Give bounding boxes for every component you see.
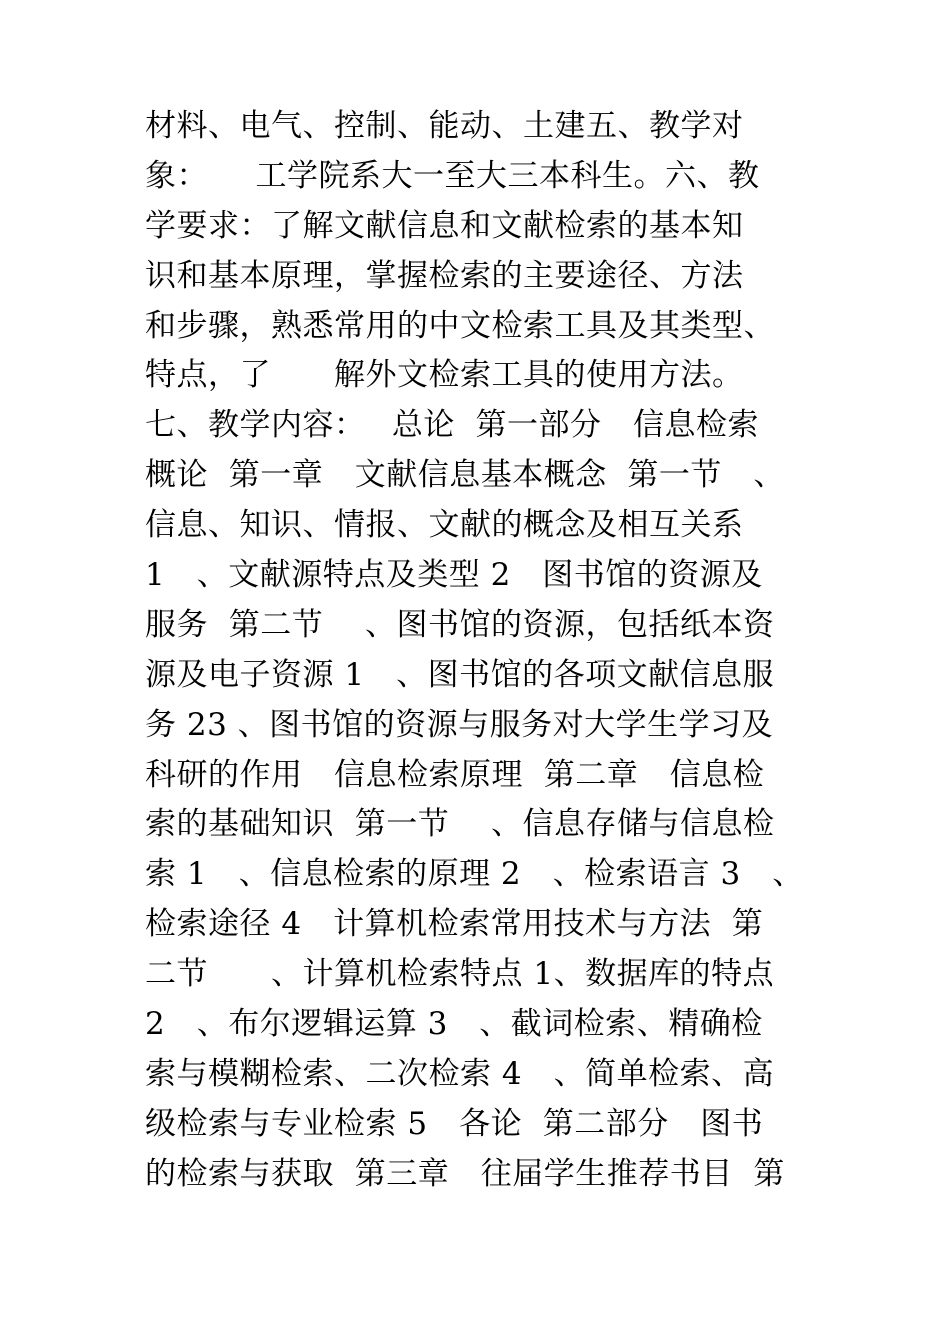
text-line: [145, 800, 845, 850]
text-line-content: 服务 第二节 、图书馆的资源，包括纸本资: [145, 606, 775, 643]
text-line: [145, 900, 845, 950]
text-line-content: 特点，了 解外文检索工具的使用方法。: [145, 357, 744, 394]
text-line-content: 的检索与获取 第三章 往届学生推荐书目 第: [145, 1155, 785, 1192]
text-line: [145, 302, 845, 352]
text-line: [145, 1150, 845, 1200]
text-line: [145, 1050, 845, 1100]
text-line-content: 级检索与专业检索 5 各论 第二部分 图书: [145, 1105, 764, 1142]
text-line-content: 2 、布尔逻辑运算 3 、截词检索、精确检: [145, 1006, 763, 1043]
text-line: [145, 601, 845, 651]
text-line: [145, 551, 845, 601]
text-line: [145, 1000, 845, 1050]
text-line-content: 索 1 、信息检索的原理 2 、检索语言 3 、: [145, 856, 804, 893]
text-line: [145, 401, 845, 451]
text-line: [145, 451, 845, 501]
text-line-content: 索的基础知识 第一节 、信息存储与信息检: [145, 806, 775, 843]
text-line: [145, 1100, 845, 1150]
text-line: [145, 102, 845, 152]
text-line-content: 七、教学内容： 总论 第一部分 信息检索: [145, 407, 760, 444]
text-line-content: 识和基本原理，掌握检索的主要途径、方法: [145, 257, 744, 294]
text-line-content: 1 、文献源特点及类型 2 图书馆的资源及: [145, 557, 763, 594]
text-line: [145, 850, 845, 900]
text-line: [145, 950, 845, 1000]
text-line-content: 学要求：了解文献信息和文献检索的基本知: [145, 207, 744, 244]
text-line: [145, 751, 845, 801]
text-line-content: 科研的作用 信息检索原理 第二章 信息检: [145, 756, 765, 793]
text-line-content: 源及电子资源 1 、图书馆的各项文献信息服: [145, 656, 775, 693]
text-line-content: 材料、电气、控制、能动、土建五、教学对: [145, 108, 744, 144]
text-line-content: 索与模糊检索、二次检索 4 、简单检索、高: [145, 1055, 775, 1092]
text-line-content: 和步骤，熟悉常用的中文检索工具及其类型、: [145, 307, 775, 344]
text-line: [145, 701, 845, 751]
body-text: [145, 102, 845, 1200]
text-line: [145, 651, 845, 701]
text-line: [145, 252, 845, 302]
text-line: [145, 351, 845, 401]
text-line-content: 务 23 、图书馆的资源与服务对大学生学习及: [145, 706, 774, 743]
text-line: [145, 152, 845, 202]
text-line-content: 概论 第一章 文献信息基本概念 第一节 、: [145, 457, 785, 494]
text-line-content: 检索途径 4 计算机检索常用技术与方法 第: [145, 906, 764, 943]
text-line: [145, 501, 845, 551]
text-line-content: 象： 工学院系大一至大三本科生。六、教: [145, 157, 760, 194]
text-line-content: 信息、知识、情报、文献的概念及相互关系: [145, 507, 744, 544]
text-line-content: 二节 、计算机检索特点 1、数据库的特点: [145, 956, 775, 993]
text-line: [145, 202, 845, 252]
